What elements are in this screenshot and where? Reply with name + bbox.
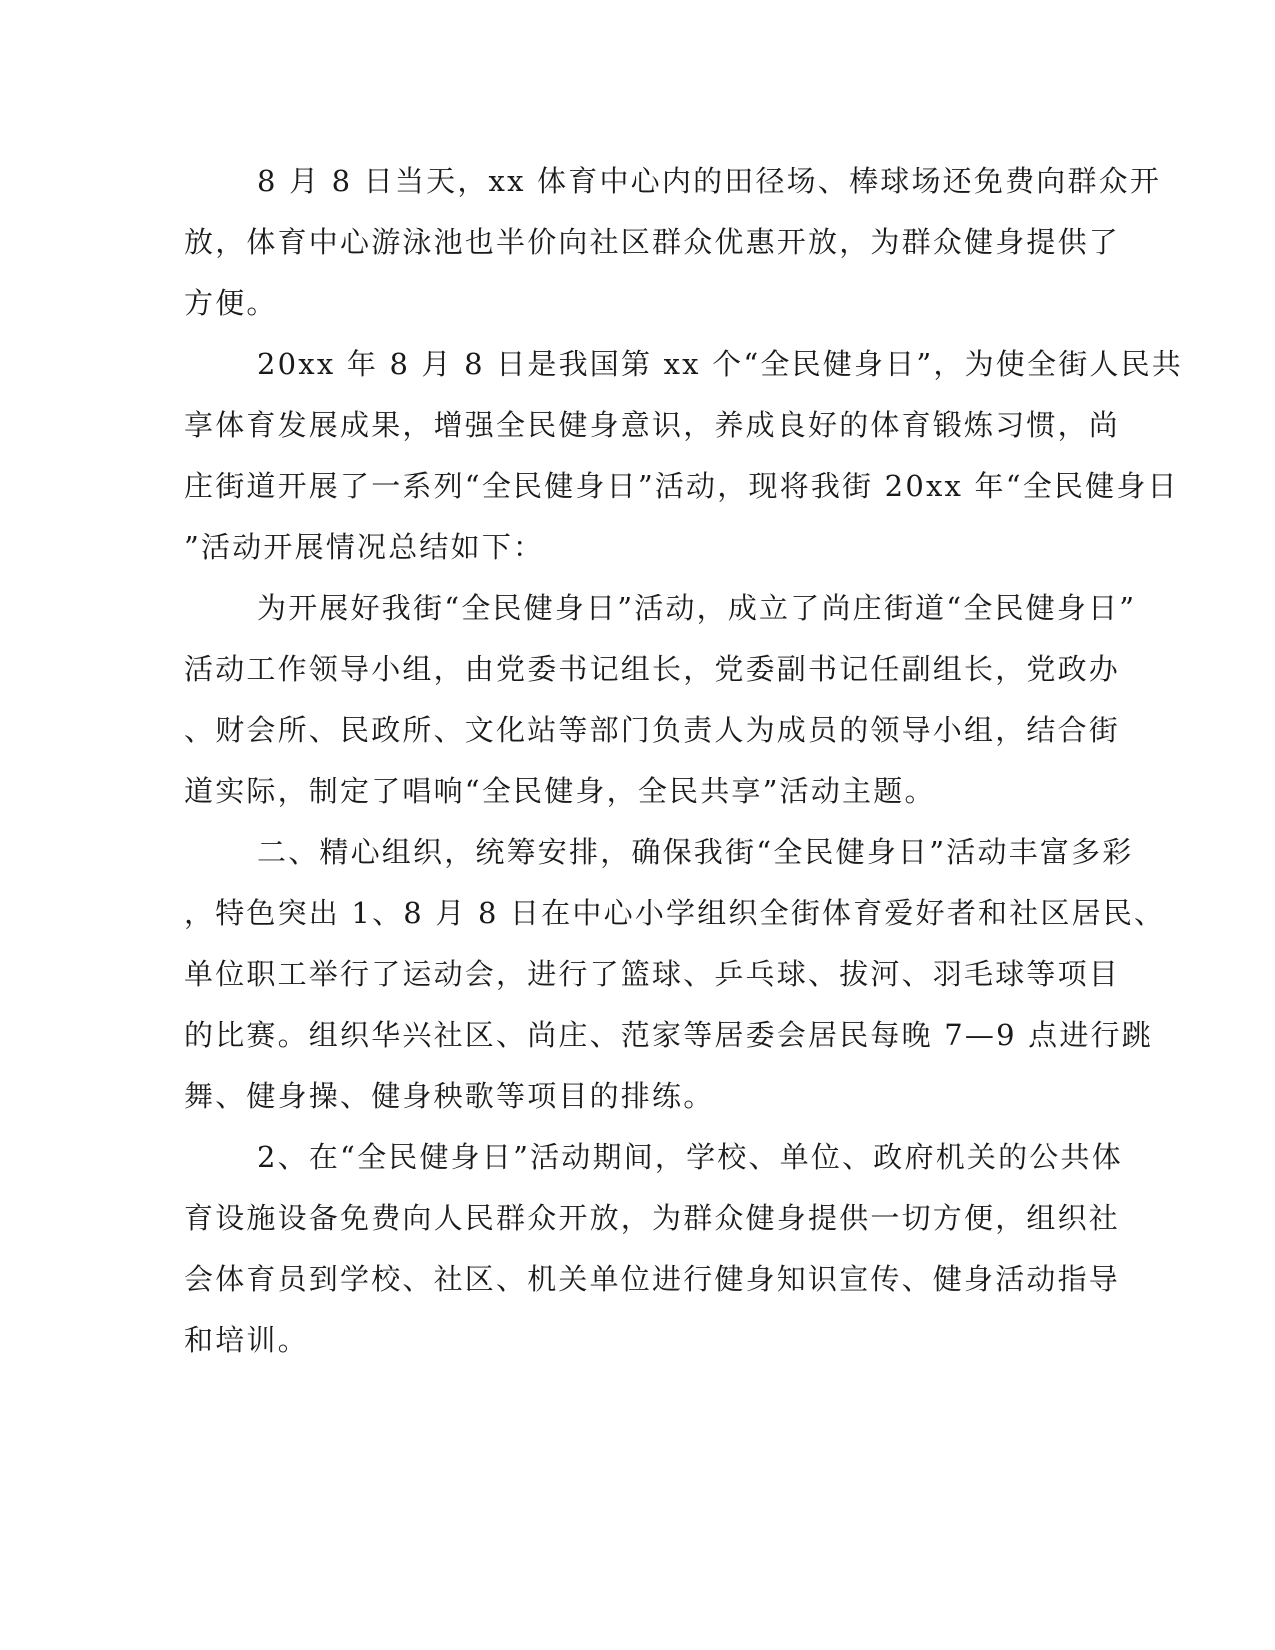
paragraph-line: 会体育员到学校、社区、机关单位进行健身知识宣传、健身活动指导 bbox=[184, 1262, 1121, 1296]
paragraph-line: 、财会所、民政所、文化站等部门负责人为成员的领导小组，结合街 bbox=[184, 713, 1121, 747]
paragraph-line: 8 月 8 日当天，xx 体育中心内的田径场、棒球场还免费向群众开 bbox=[257, 164, 1162, 198]
paragraph-1 bbox=[184, 158, 1162, 341]
paragraph-line: ”活动开展情况总结如下： bbox=[184, 530, 545, 564]
paragraph-line: 二、精心组织，统筹安排，确保我街“全民健身日”活动丰富多彩 bbox=[257, 835, 1134, 869]
paragraph-line: ，特色突出 1、8 月 8 日在中心小学组织全街体育爱好者和社区居民、 bbox=[184, 896, 1166, 930]
paragraph-line: 庄街道开展了一系列“全民健身日”活动，现将我街 20xx 年“全民健身日 bbox=[184, 469, 1179, 503]
paragraph-line: 方便。 bbox=[184, 286, 278, 320]
paragraph-5 bbox=[184, 1134, 1123, 1378]
paragraph-line: 和培训。 bbox=[184, 1323, 309, 1357]
paragraph-line: 单位职工举行了运动会，进行了篮球、乒乓球、拔河、羽毛球等项目 bbox=[184, 957, 1121, 991]
paragraph-line: 活动工作领导小组，由党委书记组长，党委副书记任副组长，党政办 bbox=[184, 652, 1121, 686]
paragraph-4 bbox=[184, 829, 1166, 1134]
paragraph-2 bbox=[184, 341, 1184, 585]
paragraph-line: 道实际，制定了唱响“全民健身，全民共享”活动主题。 bbox=[184, 774, 936, 808]
paragraph-line: 放，体育中心游泳池也半价向社区群众优惠开放，为群众健身提供了 bbox=[184, 225, 1121, 259]
paragraph-line: 育设施设备免费向人民群众开放，为群众健身提供一切方便，组织社 bbox=[184, 1201, 1121, 1235]
paragraph-line: 为开展好我街“全民健身日”活动，成立了尚庄街道“全民健身日” bbox=[257, 591, 1137, 625]
paragraph-line: 舞、健身操、健身秧歌等项目的排练。 bbox=[184, 1079, 715, 1113]
paragraph-line: 20xx 年 8 月 8 日是我国第 xx 个“全民健身日”，为使全街人民共 bbox=[257, 347, 1184, 381]
paragraph-line: 的比赛。组织华兴社区、尚庄、范家等居委会居民每晚 7—9 点进行跳 bbox=[184, 1018, 1153, 1052]
paragraph-line: 享体育发展成果，增强全民健身意识，养成良好的体育锻炼习惯，尚 bbox=[184, 408, 1121, 442]
paragraph-3 bbox=[184, 585, 1137, 829]
paragraph-line: 2、在“全民健身日”活动期间，学校、单位、政府机关的公共体 bbox=[257, 1140, 1123, 1174]
document-body bbox=[184, 158, 1184, 1378]
